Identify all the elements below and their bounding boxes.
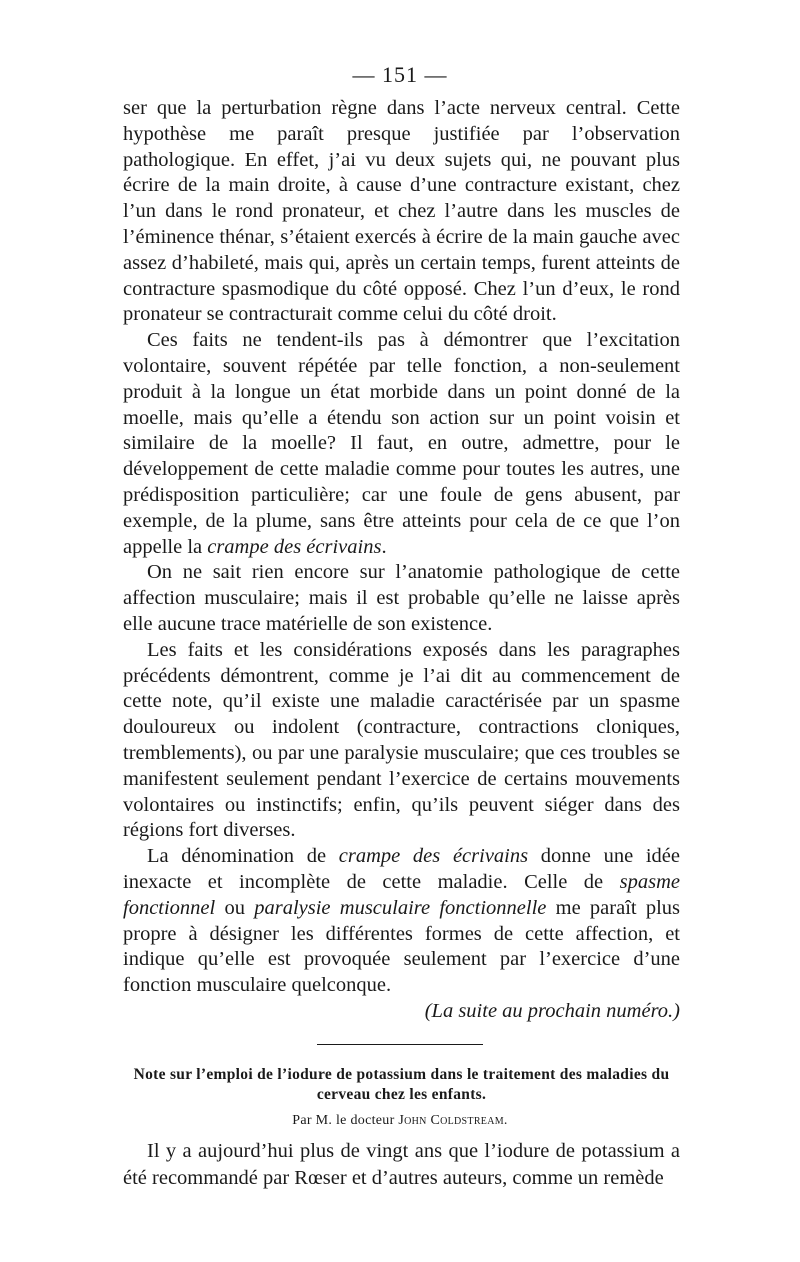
paragraph-5-italic-1: crampe des écrivains bbox=[338, 845, 529, 868]
continuation-notice: (La suite au prochain numéro.) bbox=[424, 999, 680, 1022]
paragraph-2-text: Ces faits ne tendent-ils pas à démontrer que l’excitation volontaire, souvent répétée par telle fonction, a non-seulement produit à la longue un état morbide dans un point donné de la moelle, mais qu’elle a étendu son action sur un point voisin et similaire de la moelle? Il faut, en outre, admettre, pour le développement de cette maladie comme pour toutes les autres, une prédisposition particulière; car une foule de gens abusent, par exemple, de la plume, sans être atteints pour cela de ce que l’on appelle la bbox=[123, 329, 680, 558]
continuation-line bbox=[123, 999, 680, 1025]
paragraph-5-text-4: me paraît plus propre à désigner les différentes formes de cette affection, et indique qu’elle est provoquée seulement par l’exercice d’une fonction musculaire quelconque. bbox=[123, 896, 681, 997]
paragraph-5-italic-3: paralysie musculaire fonctionnelle bbox=[254, 896, 547, 919]
paragraph-3: On ne sait rien encore sur l’anatomie pathologique de cette affection musculaire; mais il est probable qu’elle ne laisse après elle aucune trace matérielle de son existence. bbox=[123, 561, 680, 635]
author-name: John Coldstream bbox=[398, 1113, 504, 1128]
paragraph-5 bbox=[123, 844, 680, 999]
note-author bbox=[0, 1113, 800, 1129]
paragraph-2 bbox=[123, 328, 680, 560]
paragraph-1: ser que la perturbation règne dans l’acte nerveux central. Cette hypothèse me paraît presque justifiée par l’observation pathologique. En effet, j’ai vu deux sujets qui, ne pouvant plus écrire de la main droite, à cause d’une contracture existant, chez l’un dans le rond pronateur, et chez l’autre dans les muscles de l’éminence thénar, s’étaient exercés à écrire de la main gauche avec assez d’habileté, mais qui, après un certain temps, furent atteints de contracture spasmodique du côté opposé. Chez l’un d’eux, le rond pronateur se contracturait comme celui du côté droit. bbox=[123, 97, 680, 326]
paragraph-5-text-2: donne une idée inexacte et incomplète de cette maladie. Celle de bbox=[123, 845, 680, 893]
author-prefix: Par M. le docteur bbox=[292, 1113, 399, 1128]
article-body bbox=[123, 96, 680, 1025]
paragraph-2-end: . bbox=[381, 535, 387, 558]
paragraph-5-text-1: La dénomination de bbox=[147, 845, 339, 868]
paragraph-5-text-3: ou bbox=[215, 896, 255, 919]
paragraph-4: Les faits et les considérations exposés dans les paragraphes précédents démontrent, comme je l’ai dit au commencement de cette note, qu’il existe une maladie caractérisée par un spasme douloureux ou indolent (contracture, contractions cloniques, tremblements), ou par une paralysie musculaire; que ces troubles se manifestent seulement pendant l’exercice de certains mouvements volontaires ou instinctifs; enfin, qu’ils peuvent siéger dans des régions fort diverses. bbox=[123, 638, 680, 842]
author-suffix: . bbox=[503, 1113, 508, 1128]
note-paragraph-1: Il y a aujourd’hui plus de vingt ans que l’iodure de potassium a été recommandé par Rœser et d’autres auteurs, comme un remède bbox=[123, 1140, 680, 1189]
paragraph-5-italic-2: spasme fonctionnel bbox=[123, 870, 680, 919]
section-divider bbox=[317, 1044, 483, 1045]
note-body bbox=[123, 1138, 680, 1192]
page-number: — 151 — bbox=[352, 62, 448, 87]
note-title: Note sur l’emploi de l’iodure de potassium dans le traitement des maladies du cerveau chez les enfants. bbox=[133, 1066, 670, 1103]
paragraph-2-italic: crampe des écrivains bbox=[207, 535, 382, 558]
